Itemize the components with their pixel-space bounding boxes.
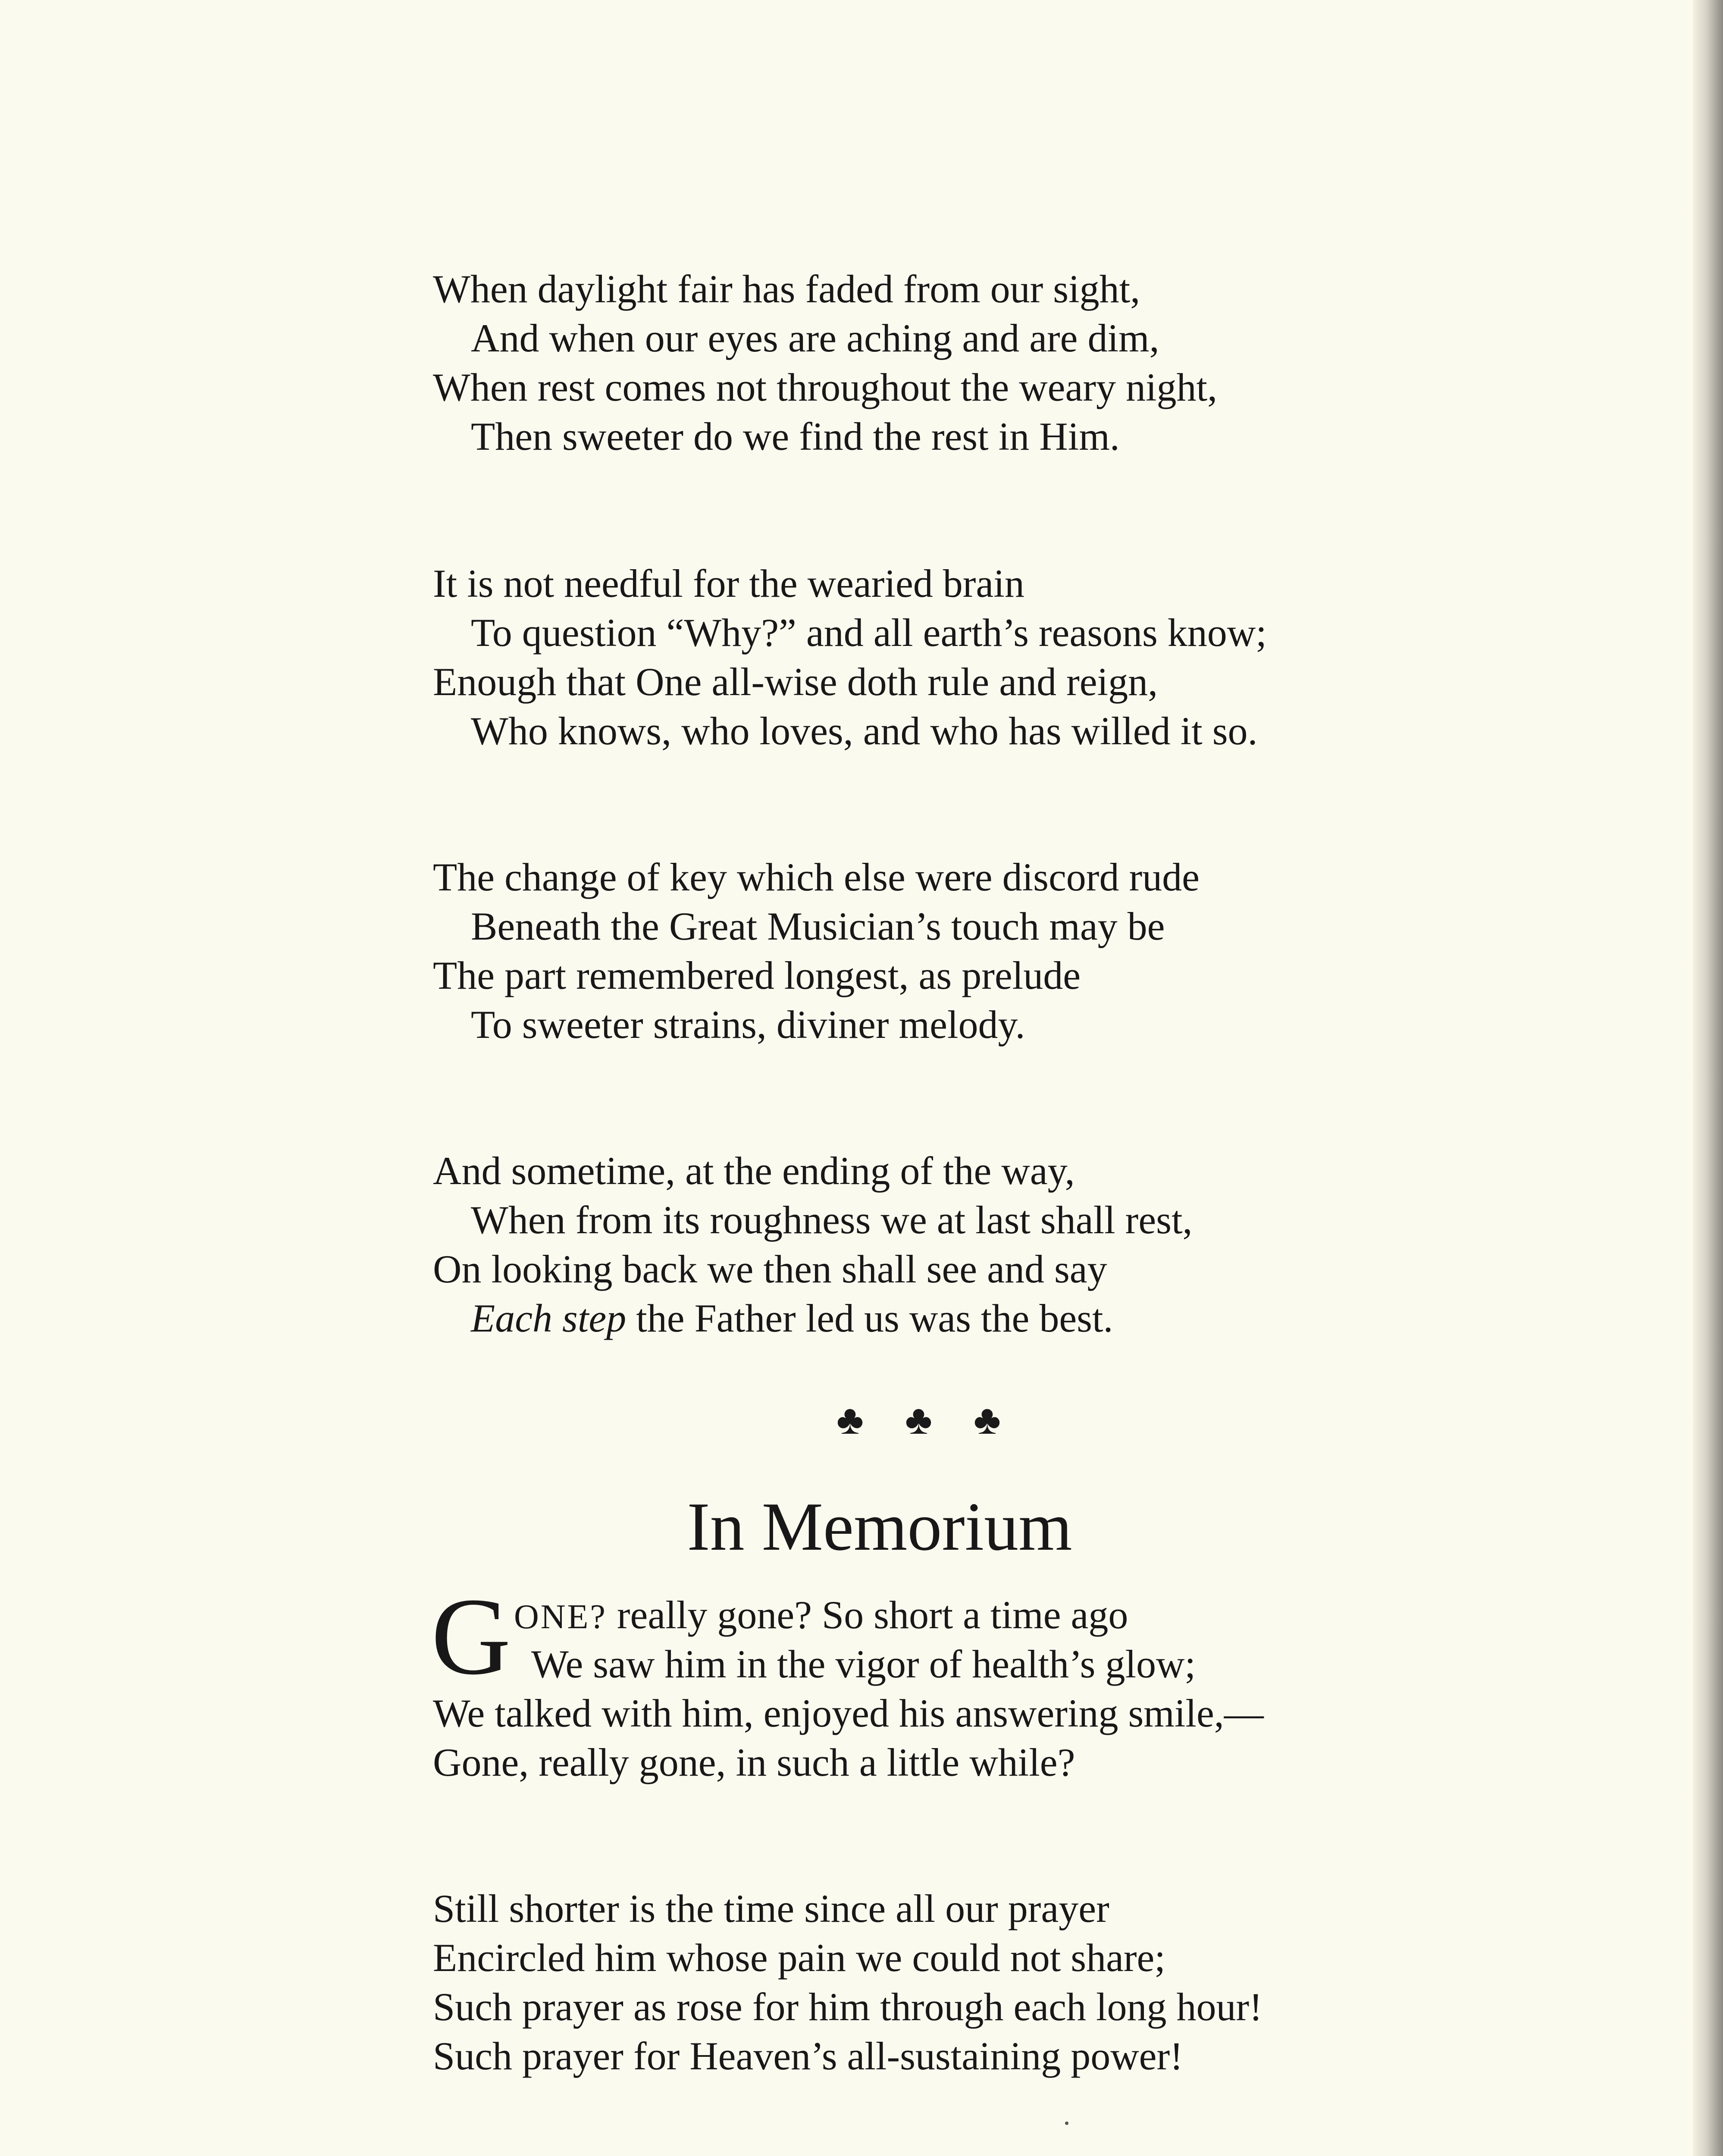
poem-line: We saw him in the vigor of health’s glow; [531, 1642, 1196, 1686]
poem-line: It is not needful for the wearied brain [433, 561, 1024, 605]
poem-line: Beneath the Great Musician’s touch may be [471, 904, 1165, 948]
stanza-4 [433, 1146, 1193, 1343]
poem-line [433, 1294, 1193, 1343]
poem-line: When from its roughness we at last shall rest, [471, 1198, 1193, 1242]
poem-line: And sometime, at the ending of the way, [433, 1149, 1075, 1193]
poem-line [433, 1590, 1264, 1639]
poem-line: Such prayer as rose for him through each long hour! [433, 1985, 1262, 2029]
poem-line: We talked with him, enjoyed his answering smile,— [433, 1691, 1264, 1735]
stanza-2 [433, 559, 1267, 755]
memorium-stanza-2 [433, 1884, 1262, 2081]
poem-title: In Memorium [687, 1488, 1072, 1565]
poem-line: The change of key which else were discord rude [433, 855, 1200, 899]
poem-line: To question “Why?” and all earth’s reasons know; [471, 611, 1267, 655]
emphasis-text: Each step [471, 1296, 627, 1340]
poem-line-rest: the Father led us was the best. [626, 1296, 1113, 1340]
stanza-1 [433, 264, 1217, 461]
poem-line: The part remembered longest, as prelude [433, 953, 1081, 997]
poem-line: On looking back we then shall see and say [433, 1247, 1107, 1291]
poem-line: Still shorter is the time since all our prayer [433, 1887, 1109, 1930]
paper-speck [1065, 2122, 1068, 2125]
poem-line: When daylight fair has faded from our sight, [433, 267, 1140, 311]
poem-line: Gone, really gone, in such a little while? [433, 1740, 1075, 1784]
poem-line: Then sweeter do we find the rest in Him. [471, 414, 1120, 458]
poem-line: To sweeter strains, diviner melody. [471, 1003, 1025, 1047]
poem-line-rest: really gone? So short a time ago [607, 1593, 1128, 1637]
section-divider-ornament: ♣♣♣ [836, 1397, 1042, 1443]
poem-line: When rest comes not throughout the weary night, [433, 365, 1218, 409]
poem-line: And when our eyes are aching and are dim, [471, 316, 1159, 360]
poem-line: Such prayer for Heaven’s all-sustaining power! [433, 2034, 1183, 2078]
small-caps-word: ONE? [514, 1598, 607, 1636]
stanza-3 [433, 852, 1200, 1049]
poem-line: Enough that One all-wise doth rule and reign, [433, 660, 1158, 704]
drop-cap: G [431, 1576, 511, 1698]
memorium-stanza-1 [433, 1590, 1264, 1787]
poem-line: Encircled him whose pain we could not share; [433, 1936, 1165, 1980]
poem-line: Who knows, who loves, and who has willed it so. [471, 709, 1258, 753]
page-edge-shadow [1693, 0, 1723, 2156]
